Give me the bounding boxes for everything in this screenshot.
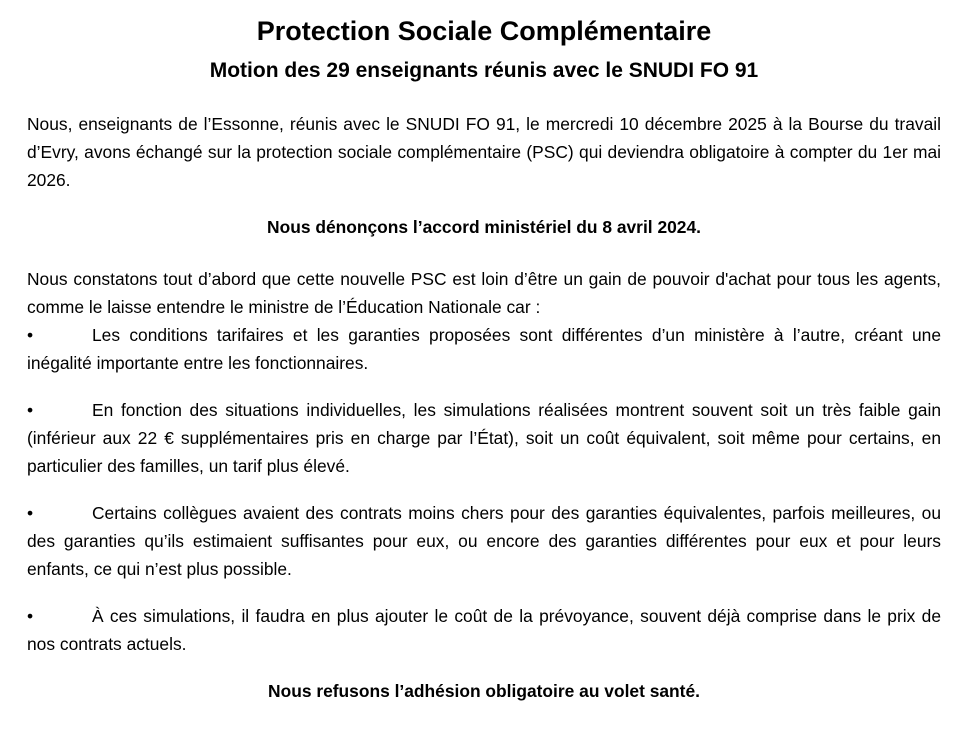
bullet-text: En fonction des situations individuelles, les simulations réalisées montrent souvent soit un très faible gain (inférieur aux 22 € supplémentaires pris en charge par l’État), soit un coût équivalent, soit même pour certains, en particulier des familles, un tarif plus élevé.	[27, 400, 941, 476]
bullet-icon: •	[27, 400, 34, 420]
bullet-icon: •	[27, 606, 34, 626]
bullet-item	[27, 602, 941, 658]
intro-paragraph: Nous, enseignants de l’Essonne, réunis avec le SNUDI FO 91, le mercredi 10 décembre 2025 à la Bourse du travail d’Evry, avons échangé sur la protection sociale complémentaire (PSC) qui deviendra obligatoire à compter du 1er mai 2026.	[27, 114, 941, 190]
document-subtitle: Motion des 29 enseignants réunis avec le SNUDI FO 91	[209, 59, 759, 82]
bullet-icon: •	[27, 503, 34, 523]
bullet-icon: •	[27, 325, 34, 345]
denounce-statement: Nous dénonçons l’accord ministériel du 8 avril 2024.	[267, 217, 701, 237]
refuse-statement: Nous refusons l’adhésion obligatoire au volet santé.	[268, 681, 700, 701]
bullet-text: Les conditions tarifaires et les garanties proposées sont différentes d’un ministère à l’autre, créant une inégalité importante entre les fonctionnaires.	[27, 325, 941, 373]
bullet-item	[27, 321, 941, 377]
bullet-text: Certains collègues avaient des contrats moins chers pour des garanties équivalentes, parfois meilleures, ou des garanties qu’ils estimaient suffisantes pour eux, ou encore des garanties différentes pour eux et pour leurs enfants, ce qui n’est plus possible.	[27, 503, 941, 579]
bullet-item	[27, 499, 941, 583]
bullet-item	[27, 396, 941, 480]
document-title: Protection Sociale Complémentaire	[256, 16, 712, 46]
document-page	[27, 0, 941, 705]
bullet-text: À ces simulations, il faudra en plus ajouter le coût de la prévoyance, souvent déjà comprise dans le prix de nos contrats actuels.	[27, 606, 941, 654]
constat-paragraph: Nous constatons tout d’abord que cette nouvelle PSC est loin d’être un gain de pouvoir d'achat pour tous les agents, comme le laisse entendre le ministre de l’Éducation Nationale car :	[27, 269, 941, 317]
